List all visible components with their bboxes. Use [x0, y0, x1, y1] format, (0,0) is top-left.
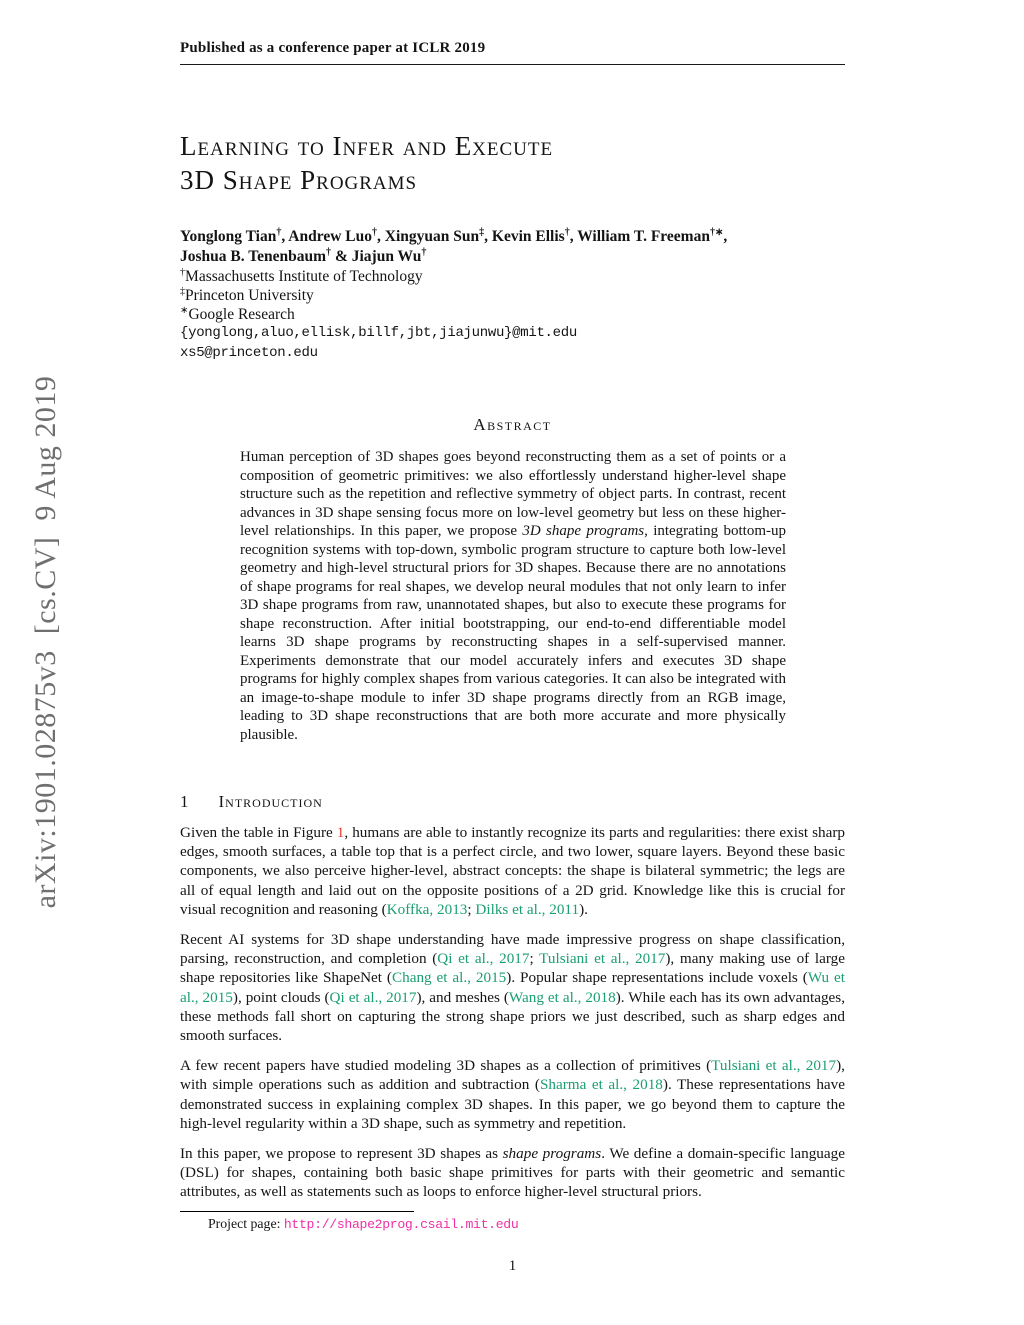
- citation-link[interactable]: Wang et al., 2018: [508, 988, 616, 1006]
- text-segment: ;: [467, 900, 476, 918]
- citation-link[interactable]: Sharma et al., 2018: [539, 1076, 663, 1094]
- text-segment: In this paper, we propose to represent 3D shapes as: [180, 1145, 503, 1163]
- section-heading-introduction: [180, 792, 845, 812]
- arxiv-watermark: arXiv:1901.02875v3 [cs.CV] 9 Aug 2019: [29, 375, 62, 909]
- author-names-line2: [180, 247, 845, 267]
- text-segment: 3D shape programs: [522, 523, 645, 539]
- text-segment: Given the table in Figure: [180, 824, 337, 841]
- text-segment: Project page:: [208, 1215, 284, 1231]
- intro-paragraph-2: [180, 930, 845, 1045]
- text-segment: ,: [723, 228, 728, 245]
- text-segment: Princeton University: [185, 287, 314, 304]
- text-segment: , Xingyuan Sun: [377, 228, 480, 245]
- text-segment: ), with simple operations such as addition and subtraction (: [180, 1057, 845, 1094]
- text-segment: ∗: [180, 304, 189, 316]
- citation-link[interactable]: Tulsiani et al., 2017: [539, 950, 666, 968]
- text-segment: Yonglong Tian: [180, 228, 277, 245]
- paper-title: [180, 129, 845, 197]
- running-header-text: Published as a conference paper at ICLR 2019: [180, 40, 486, 56]
- text-segment: Joshua B. Tenenbaum: [180, 248, 327, 265]
- citation-link[interactable]: Tulsiani et al., 2017: [711, 1057, 837, 1075]
- abstract-heading: Abstract: [473, 415, 552, 434]
- url-link[interactable]: http://shape2prog.csail.mit.edu: [283, 1216, 519, 1232]
- text-segment: ‡: [479, 226, 485, 238]
- authors-block: [180, 227, 845, 363]
- text-segment: ), and meshes (: [416, 988, 509, 1006]
- text-segment: Google Research: [188, 306, 295, 323]
- text-segment: & Jiajun Wu: [331, 248, 422, 265]
- text-segment: †: [371, 226, 378, 238]
- text-segment: Massachusetts Institute of Technology: [185, 268, 423, 285]
- section-title: Introduction: [218, 792, 323, 811]
- text-segment: †: [326, 246, 332, 258]
- text-segment: †: [564, 226, 570, 238]
- text-segment: ), point clouds (: [232, 988, 330, 1006]
- citation-link[interactable]: Wu et al., 2015: [180, 969, 846, 1006]
- section-number: 1: [180, 792, 189, 811]
- footnote-project-page: [180, 1216, 845, 1232]
- citation-link[interactable]: Qi et al., 2017: [437, 950, 530, 968]
- paper-content-column: [180, 0, 845, 1275]
- affiliation-mit: [180, 267, 845, 286]
- text-segment: ), many making use of large shape repositories like ShapeNet (: [180, 950, 845, 987]
- text-segment: . We define a domain-specific language (DSL) for shapes, containing both basic shape primitives for parts with their geometric and semantic attributes, as well as statements such as loops to enforce higher-level structural priors.: [180, 1145, 845, 1201]
- paper-title-line1: Learning to Infer and Execute: [180, 131, 554, 161]
- text-segment: ;: [529, 950, 540, 968]
- page-number: 1: [508, 1257, 517, 1274]
- text-segment: †: [421, 246, 427, 258]
- intro-paragraph-1: [180, 823, 845, 919]
- text-segment: shape programs: [502, 1145, 602, 1163]
- text-segment: Recent AI systems for 3D shape understanding have made impressive progress on shape classification, parsing, reconstruction, and completion (: [180, 931, 845, 968]
- text-segment: , Andrew Luo: [281, 228, 372, 245]
- text-segment: ‡: [180, 285, 186, 297]
- text-segment: †: [180, 266, 186, 278]
- footnote-rule: [180, 1211, 414, 1212]
- affiliation-google: [180, 305, 845, 324]
- text-segment: , integrating bottom-up recognition systems with top-down, symbolic program structure to capture both low-level geometry and high-level structural priors for 3D shapes. Because there are no annotations of shape programs for real shapes, we develop neural modules that not only learn to infer 3D shape programs from raw, unannotated shapes, but also to execute these programs for shape reconstruction. After initial bootstrapping, our end-to-end differentiable model learns 3D shape programs by reconstructing shapes in a self-supervised manner. Experiments demonstrate that our model accurately infers and executes 3D shape programs for highly complex shapes from various categories. It can also be integrated with an image-to-shape module to infer 3D shape programs directly from an RGB image, leading to 3D shape reconstructions that are both more accurate and more physically plausible.: [240, 523, 786, 743]
- running-header: [180, 40, 845, 65]
- text-segment: ). Popular shape representations include voxels (: [506, 969, 808, 987]
- email-mit: {yonglong,aluo,ellisk,billf,jbt,jiajunwu}@mit.edu: [180, 325, 577, 341]
- text-segment: , humans are able to instantly recognize its parts and regularities: there exist sharp edges, smooth surfaces, a table top that is a perfect circle, and two lower, square layers. Beyond these basic components, we also perceive higher-level, abstract concepts: the shape is bilateral symmetric; the legs are all of equal length and laid out on the opposite positions of a 2D grid. Knowledge like this is crucial for visual recognition and reasoning (: [180, 824, 845, 918]
- abstract-text: [240, 448, 786, 744]
- text-segment: †: [276, 226, 282, 238]
- email-princeton: xs5@princeton.edu: [180, 344, 318, 361]
- text-segment: ).: [579, 900, 588, 918]
- text-segment: , Kevin Ellis: [484, 228, 565, 245]
- intro-paragraph-3: [180, 1056, 845, 1133]
- text-segment: ). While each has its own advantages, these methods fall short on capturing the strong shape priors we just described, such as sharp edges and smooth surfaces.: [180, 988, 845, 1045]
- citation-link[interactable]: Koffka, 2013: [386, 900, 468, 918]
- citation-link[interactable]: Dilks et al., 2011: [475, 900, 580, 918]
- affiliation-princeton: [180, 286, 845, 305]
- citation-link[interactable]: Chang et al., 2015: [391, 969, 507, 987]
- text-segment: ). These representations have demonstrated success in explaining complex 3D shapes. In this paper, we go beyond them to capture the high-level regularity within a 3D shape, such as symmetry and repetition.: [180, 1076, 845, 1132]
- paper-title-line2: 3D Shape Programs: [180, 165, 418, 195]
- intro-paragraph-4: [180, 1144, 845, 1202]
- author-names-line1: [180, 227, 845, 247]
- text-segment: Human perception of 3D shapes goes beyond reconstructing them as a set of points or a composition of geometric primitives: we also effortlessly understand higher-level shape structure such as the repetition and reflective symmetry of object parts. In contrast, recent advances in 3D shape sensing focus more on low-level geometry but less on these higher-level relationships. In this paper, we propose: [240, 449, 786, 539]
- text-segment: †∗: [709, 226, 724, 238]
- figure-ref-link[interactable]: 1: [336, 824, 345, 841]
- text-segment: , William T. Freeman: [569, 228, 710, 245]
- citation-link[interactable]: Qi et al., 2017: [329, 988, 417, 1006]
- text-segment: A few recent papers have studied modeling 3D shapes as a collection of primitives (: [180, 1057, 712, 1075]
